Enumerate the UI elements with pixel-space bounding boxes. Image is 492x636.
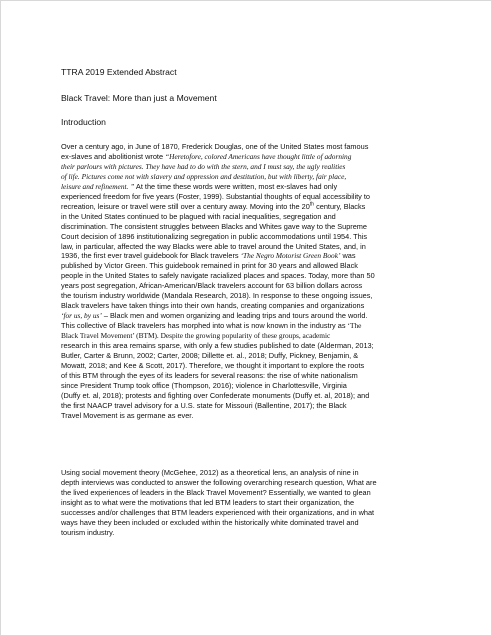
text-line	[61, 182, 441, 192]
text-run: research in this area remains sparse, with only a few studies published to date (Alderman, 2013;	[61, 341, 374, 351]
text-run: years post segregation, African-American/Black travelers account for 63 billion dollars across	[61, 281, 363, 291]
text-line	[61, 192, 441, 202]
header-label: TTRA 2019 Extended Abstract	[61, 67, 177, 77]
text-line	[61, 271, 441, 281]
text-line	[61, 488, 441, 498]
text-line	[61, 381, 441, 391]
text-run: published by Victor Green. This guidebook remained in print for 30 years and allowed Black	[61, 261, 358, 271]
text-run: ‘The	[347, 321, 362, 331]
text-run: At the time these words were written, most ex-slaves had only	[134, 181, 338, 191]
text-run: insight as to what were the motivations that led BTM leaders to start their organization, the	[61, 497, 355, 507]
text-run: successes and/or challenges that BTM leaders experienced with their organizations, and in what	[61, 507, 375, 517]
text-line	[61, 142, 441, 152]
text-run: century, Blacks	[314, 201, 366, 211]
text-line	[61, 321, 441, 331]
text-line	[61, 371, 441, 381]
text-line	[61, 351, 441, 361]
text-line	[61, 468, 441, 478]
text-run: law, in particular, affected the way Blacks were able to travel around the United States, and, in	[61, 241, 366, 251]
text-line	[61, 172, 441, 182]
text-run: Using social movement theory (McGehee, 2012) as a theoretical lens, an analysis of nine in	[61, 468, 359, 477]
text-run: the lived experiences of leaders in the Black Travel Movement? Essentially, we wanted to glean	[61, 487, 371, 497]
text-line	[61, 152, 441, 162]
text-line	[61, 301, 441, 311]
text-line	[61, 331, 441, 341]
text-line	[61, 361, 441, 371]
text-run: Black travelers have taken things into their own hands, creating companies and organizations	[61, 301, 365, 311]
text-run: Mowatt, 2018; and Kee & Scott, 2017). Therefore, we thought it important to explore the roots	[61, 360, 365, 370]
text-run: ways have they been included or excluded within the historically white dominated travel and	[61, 517, 359, 527]
text-run: th	[309, 201, 315, 208]
text-run: (Duffy et. al, 2018); protests and fighting over Confederate monuments (Duffy et. al, 2018); and	[61, 390, 370, 400]
text-line	[61, 341, 441, 351]
text-run: was	[340, 251, 356, 261]
text-line	[61, 391, 441, 401]
text-run: recreation, leisure or travel were still over a century away. Moving into the 20	[61, 201, 310, 211]
text-run: depth interviews was conducted to answer the following overarching research question, What are	[61, 477, 377, 487]
text-run: Over a century ago, in June of 1870, Frederick Douglas, one of the United States most famous	[61, 142, 369, 151]
text-run: ‘The Negro Motorist Green Book’	[240, 251, 341, 261]
text-run: Travel Movement is as germane as ever.	[61, 410, 194, 420]
text-line	[61, 162, 441, 172]
text-run: their parlours with pictures. They have had to do with the stern, and I must say, the ugly realities	[61, 161, 346, 171]
text-run: discrimination. The consistent struggles between Blacks and Whites gave way to the Supreme	[61, 221, 368, 231]
text-line	[61, 411, 441, 421]
text-line	[61, 528, 441, 538]
text-run: of this BTM through the eyes of its leaders for several reasons: the rise of white nationalism	[61, 370, 358, 380]
text-line	[61, 498, 441, 508]
text-line	[61, 401, 441, 411]
text-line	[61, 508, 441, 518]
text-run: This collective of Black travelers has morphed into what is now known in the industry as	[61, 321, 348, 331]
text-run: leisure and refinement. ”	[61, 181, 135, 191]
text-run: Butler, Carter & Brunn, 2002; Carter, 2008; Dillette et. al., 2018; Duffy, Pickney, Benjamin, &	[61, 351, 359, 361]
text-line	[61, 222, 441, 232]
text-run: experienced freedom for five years (Foster, 1999). Substantial thoughts of equal accessibility to	[61, 191, 371, 201]
text-line	[61, 518, 441, 528]
text-run: of life. Pictures come not with slavery and oppression and destitution, but with liberty, fair place,	[61, 171, 347, 181]
text-run: tourism industry.	[61, 527, 115, 537]
text-line	[61, 478, 441, 488]
text-run: ‘for us, by us’	[61, 311, 102, 321]
paragraph-1	[61, 142, 441, 421]
paper-title: Black Travel: More than just a Movement	[61, 93, 217, 103]
text-run: in the United States continued to be plagued with racial inequalities, segregation and	[61, 211, 336, 221]
text-run: – Black men and women organizing and leading trips and tours around the world.	[101, 311, 368, 321]
text-run: “Heretofore, colored Americans have thought little of adorning	[165, 151, 352, 161]
text-line	[61, 291, 441, 301]
text-run: since President Trump took office (Thompson, 2016); violence in Charlottesville, Virginia	[61, 380, 347, 390]
text-run: ex-slaves and abolitionist wrote	[61, 151, 166, 161]
text-run: people in the United States to safely navigate racialized places and spaces. Today, more than 50	[61, 271, 375, 281]
text-run: Black Travel Movement’ (BTM). Despite the growing popularity of these groups, academic	[61, 331, 331, 341]
text-line	[61, 212, 441, 222]
paragraph-2	[61, 468, 441, 538]
text-run: the tourism industry worldwide (Mandala Research, 2018). In response to these ongoing issues,	[61, 291, 373, 301]
text-line	[61, 202, 441, 212]
text-line	[61, 311, 441, 321]
text-line	[61, 261, 441, 271]
text-run: 1936, the first ever travel guidebook for Black travelers	[61, 251, 241, 261]
text-run: the first NAACP travel advisory for a U.S. state for Missouri (Ballentine, 2017); the Black	[61, 400, 347, 410]
text-run: Court decision of 1896 institutionalizing segregation in public accommodations until 1954. This	[61, 231, 368, 241]
section-heading: Introduction	[61, 117, 106, 127]
text-line	[61, 232, 441, 242]
text-line	[61, 281, 441, 291]
text-line	[61, 242, 441, 252]
text-line	[61, 251, 441, 261]
